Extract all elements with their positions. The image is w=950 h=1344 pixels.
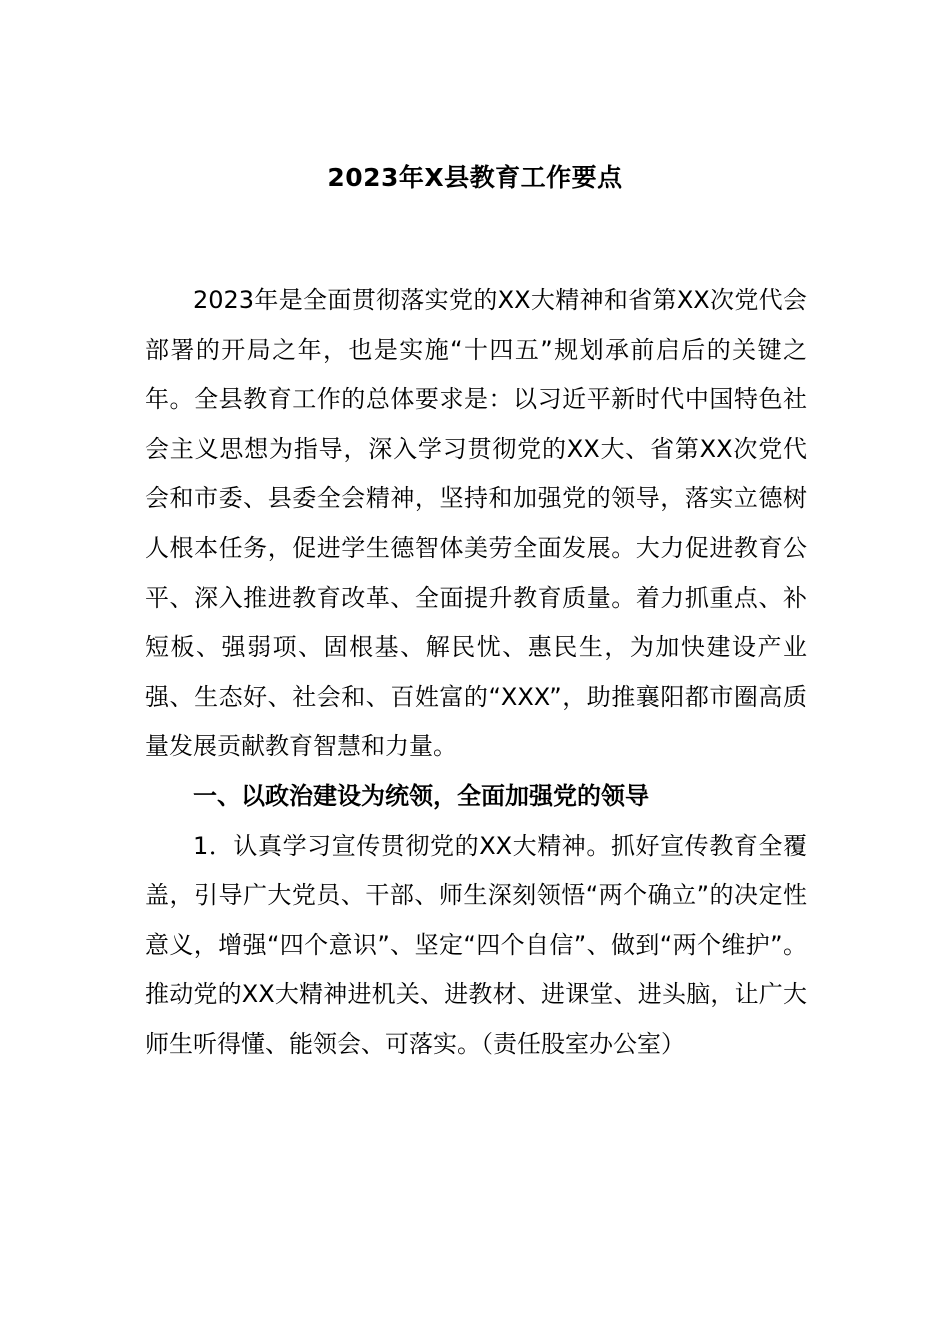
document-title: 2023年X县教育工作要点 (327, 163, 623, 192)
section-heading: 一、以政治建设为统领，全面加强党的领导 (193, 781, 649, 810)
intro-paragraph: 2023年是全面贯彻落实党的XX大精神和省第XX次党代会部署的开局之年，也是实施“十四五”规划承前启后的关键之年。全县教育工作的总体要求是：以习近平新时代中国特色社会主义思想为指导，深入学习贯彻党的XX大、省第XX次党代会和市委、县委全会精神，坚持和加强党的领导，落实立德树人根本任务，促进学生德智体美劳全面发展。大力促进教育公平、深入推进教育改革、全面提升教育质量。着力抓重点、补短板、强弱项、固根基、解民忧、惠民生，为加快建设产业强、生态好、社会和、百姓富的“XXX”，助推襄阳都市圈高质量发展贡献教育智慧和力量。 (145, 286, 807, 761)
item-paragraph: 1．认真学习宣传贯彻党的XX大精神。抓好宣传教育全覆盖，引导广大党员、干部、师生深刻领悟“两个确立”的决定性意义，增强“四个意识”、坚定“四个自信”、做到“两个维护”。推动党的XX大精神进机关、进教材、进课堂、进头脑，让广大师生听得懂、能领会、可落实。（责任股室办公室） (145, 831, 807, 1058)
document-body (145, 276, 807, 1070)
